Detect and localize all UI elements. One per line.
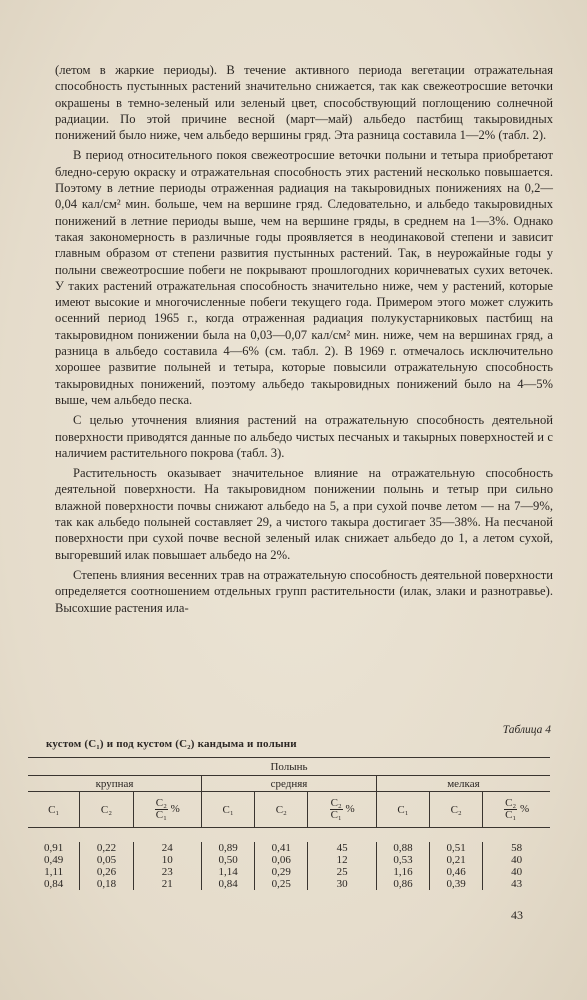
page-number: 43 <box>511 908 523 922</box>
table-caption: Таблица 4 <box>502 724 551 736</box>
col-header-ratio: $\frac{\text{C₂}}{\text{C₁}}$ % <box>483 792 550 828</box>
subgroup-small: мелкая <box>376 776 550 792</box>
paragraph-3: С целью уточнения влияния растений на отражательную способность деятельной поверхности приводятся данные по альбедо чистых песчаных и такырных поверхностей и с наличием растительного покрова (табл. 3). <box>55 413 553 460</box>
col-header-c1: C₁ <box>48 803 60 816</box>
table-row: 0,84 0,18 21 0,84 0,25 30 0,86 0,39 43 <box>28 878 550 890</box>
col-header-c2: C₂ <box>80 792 133 828</box>
table-row: 0,91 0,22 24 0,89 0,41 45 0,88 0,51 58 <box>28 842 550 854</box>
col-header-ratio: $\frac{\text{C₂}}{\text{C₁}}$ % <box>133 792 202 828</box>
col-header-ratio: $\frac{\text{C₂}}{\text{C₁}}$ % <box>308 792 377 828</box>
col-header-c1: C₁ <box>376 792 429 828</box>
data-table <box>28 757 550 890</box>
col-header-c2: C₂ <box>430 792 483 828</box>
table-row: 1,11 0,26 23 1,14 0,29 25 1,16 0,46 40 <box>28 866 550 878</box>
col-header-c2: C₂ <box>255 792 308 828</box>
subgroup-medium: средняя <box>202 776 377 792</box>
paragraph-2: В период относительного покоя свежеотросшие веточки полыни и тетыра приобретают бледно-серую окраску и отражательная способность этих растений несколько повышается. Поэтому в летние периоды отраженная радиация на такыровидных понижениях на 0,2—0,04 кал/см² мин. больше, чем на вершине гряд. Следовательно, и альбедо такыровидных понижений в летние периоды выше, чем на вершине гряды, в среднем на 1—3%. Однако такая закономерность в различные годы проявляется в неодинаковой степени и зависит главным образом от степени развития пустынных растений. Так, в неурожайные годы у полыни свежеотросшие побеги не покрывают прошлогодних коричневатых сухих веточек. У таких растений отражательная способность значительно ниже, чем у растений, которые имеют высокие и многочисленные побеги текущего года. Примером этого может служить осенний период 1965 г., когда отраженная радиация полукустарниковых пастбищ на такыровидном понижении была на 0,03—0,07 кал/см² мин. ниже, чем на вершинах гряд, а разница в альбедо составила 4—6% (см. табл. 2). В 1969 г. отмечалось исключительно хорошее развитие полыней и тетыра, которые повысили отражательную способность такыровидных понижений, поэтому альбедо такыровидных понижений было на 4—5% выше, чем альбедо песка. <box>55 148 553 407</box>
paragraph-4: Растительность оказывает значительное влияние на отражательную способность деятельной поверхности. На такыровидном понижении полынь и тетыр при сильно влажной поверхности почвы снижают альбедо на 5, а при сухой почве летом — на 7—9%, так как альбедо полыней составляет 29, а чистого такыра достигает 35—38%. На песчаной поверхности при сухой почве весной зеленый илак снижает альбедо до 1, а летом сухой, выгоревший илак повышает альбедо на 2%. <box>55 466 553 562</box>
body-text <box>55 62 553 620</box>
table-row: 0,49 0,05 10 0,50 0,06 12 0,53 0,21 40 <box>28 854 550 866</box>
subgroup-large: крупная <box>28 776 202 792</box>
table-subtitle: кустом (C₁) и под кустом (C₂) кандыма и полыни <box>46 738 297 750</box>
paragraph-1: (летом в жаркие периоды). В течение активного периода вегетации отражательная способность пустынных растений значительно снижается, так как свежеотросшие веточки окрашены в темно-зеленый или зеленый цвет, способствующий поглощению солнечной радиации. По этой причине весной (март—май) альбедо пастбищ такыровидных понижений было ниже, чем альбедо вершины гряд. Эта разница составила 1—2% (табл. 2). <box>55 63 553 143</box>
paragraph-5: Степень влияния весенних трав на отражательную способность деятельной поверхности определяется соотношением отдельных групп растительности (илак, злаки и разнотравье). Высохшие растения ила- <box>55 567 553 615</box>
col-header-c1: C₁ <box>202 792 255 828</box>
table-group-header: Полынь <box>28 758 550 776</box>
